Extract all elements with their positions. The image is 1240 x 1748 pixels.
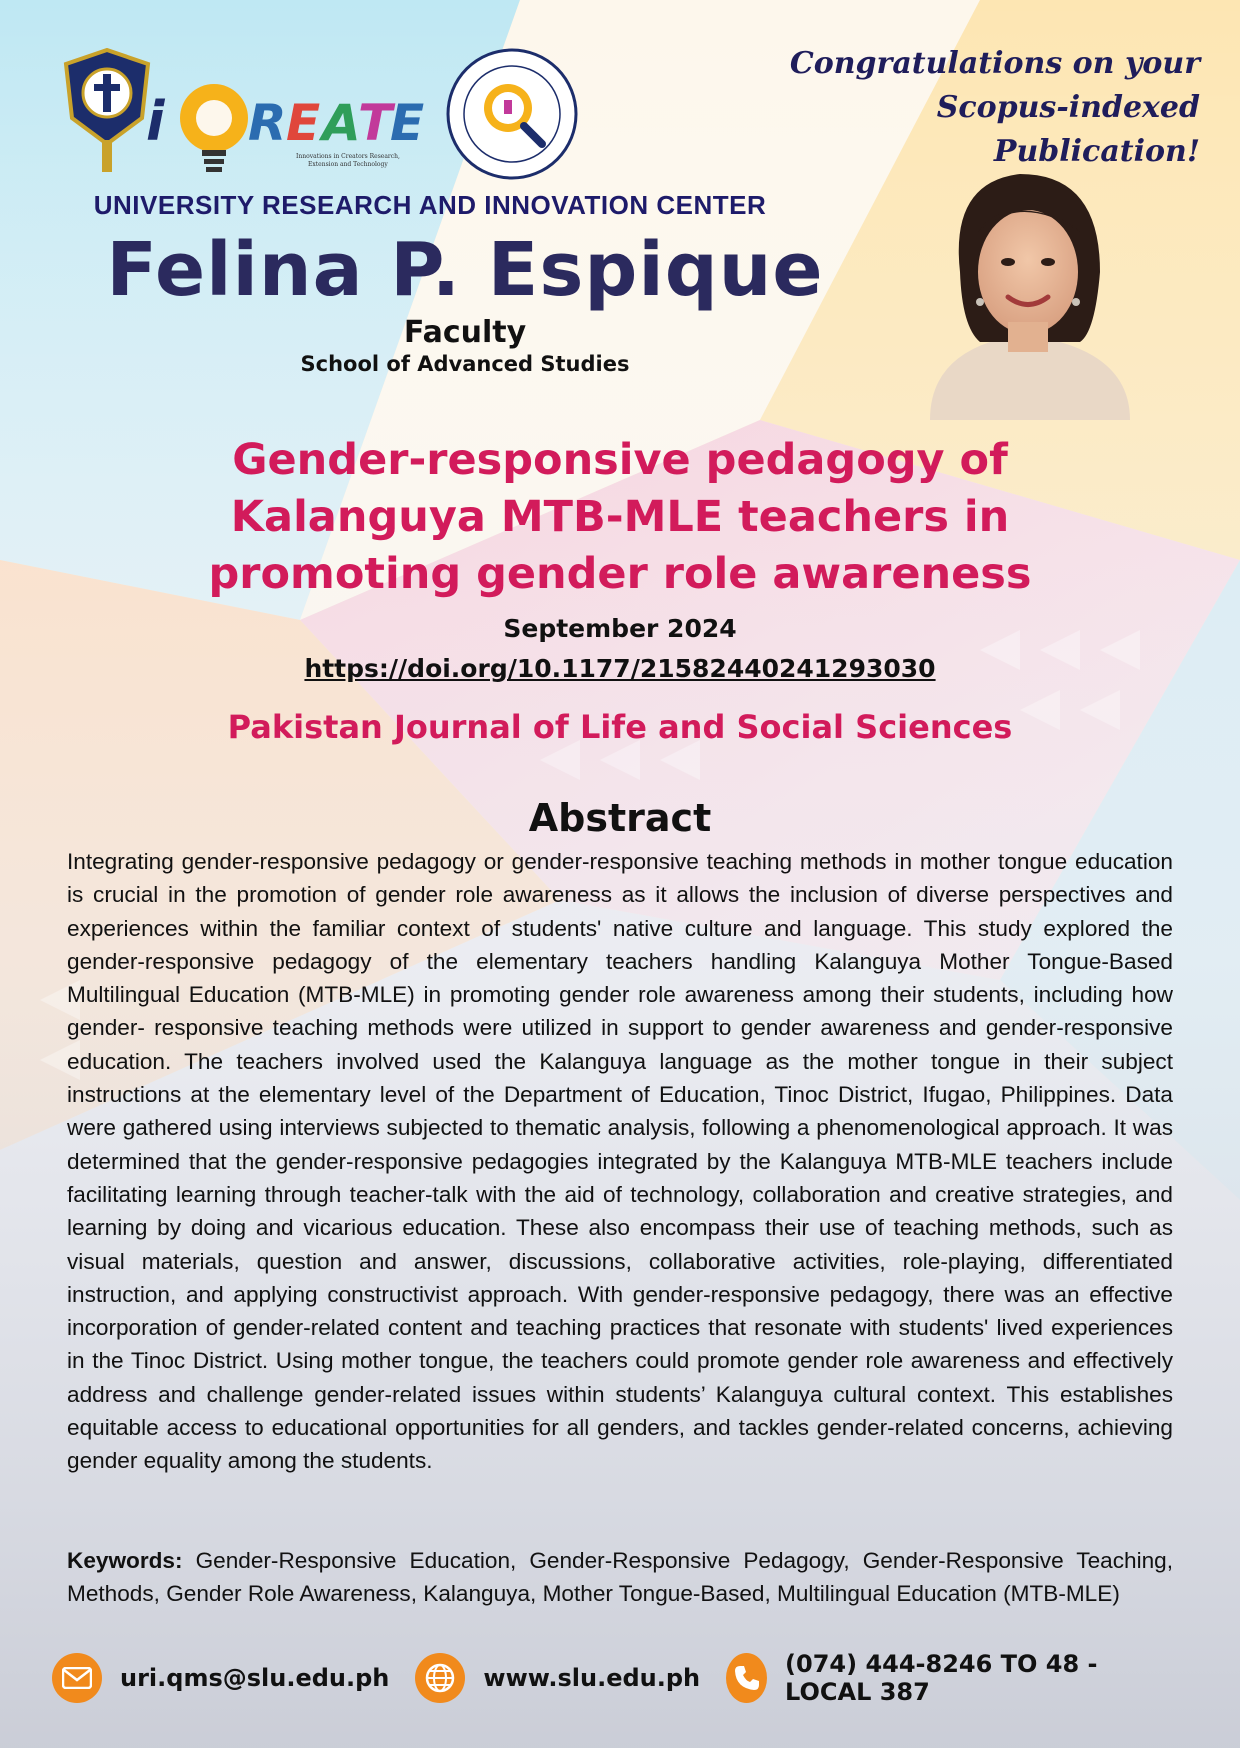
svg-text:E: E [286,94,321,152]
footer-phone[interactable] [726,1650,1166,1706]
uric-logo [444,46,580,182]
keywords-list: Gender-Responsive Education, Gender-Responsive Pedagogy, Gender-Responsive Teaching, Methods, Gender Role Awareness, Kalanguya, Mother Tongue-Based, Multilingual Education (MTB-MLE) [67,1548,1173,1607]
website-text[interactable]: www.slu.edu.ph [483,1664,701,1692]
svg-text:Extension and Technology: Extension and Technology [308,161,388,168]
svg-text:R: R [248,94,287,152]
abstract-body: Integrating gender-responsive pedagogy or gender-responsive teaching methods in mother tongue education is crucial in the promotion of gender role awareness as it allows the inclusion of diverse perspectives and experiences within the familiar context of students' native culture and language. This study explored the gender-responsive pedagogy of the elementary teachers handling Kalanguya Mother Tongue-Based Multilingual Education (MTB-MLE) in promoting gender role awareness among their students, including how gender- responsive teaching methods were utilized in support to gender awareness and gender-responsive education. The teachers involved used the Kalanguya language as the mother tongue in their subject instructions at the elementary level of the Department of Education, Tinoc District, Ifugao, Philippines. Data were gathered using interviews subjected to thematic analysis, following a phenomenological approach. It was determined that the gender-responsive pedagogies integrated by the Kalanguya MTB-MLE teachers include facilitating learning through teacher-talk with the aid of technology, collaboration and creative strategies, and learning by doing and vicarious education. These also encompass their use of teaching methods, such as visual materials, question and answer, discussions, collaborative activities, role-playing, differentiated instruction, and applying constructivist approach. With gender-responsive pedagogy, there was an effective incorporation of gender-related content and teaching practices that resonate with students' lived experiences in the Tinoc District. Using mother tongue, the teachers could promote gender role awareness and effectively address and challenge gender-related issues within students’ Kalanguya cultural context. This establishes equitable access to educational opportunities for all genders, and tackles gender-related concerns, achieving gender equality among the students. [67,849,1173,1474]
center-label: UNIVERSITY RESEARCH AND INNOVATION CENTER [93,190,767,220]
doi-link[interactable]: https://doi.org/10.1177/21582440241293030 [304,654,936,683]
author-role: Faculty [403,315,527,350]
phone-text[interactable]: (074) 444-8246 TO 48 - LOCAL 387 [785,1650,1098,1706]
congrats-line-1: Congratulations on your [789,46,1200,81]
svg-text:T: T [358,94,393,152]
abstract-heading: Abstract [528,796,712,840]
email-text[interactable]: uri.qms@slu.edu.ph [120,1664,390,1692]
congrats-line-2: Scopus-indexed Publication! [936,90,1200,169]
author-photo [890,162,1158,420]
journal-name: Pakistan Journal of Life and Social Sciences [227,708,1013,746]
phone-icon [726,1653,767,1703]
icreate-logo [140,70,430,180]
globe-icon [415,1653,465,1703]
footer-email[interactable] [52,1653,389,1703]
keywords-label: Keywords: [67,1548,183,1573]
svg-text:E: E [390,94,425,152]
author-name: Felina P. Espique [106,227,824,313]
mail-icon [52,1653,102,1703]
publication-date: September 2024 [503,614,737,643]
svg-text:Innovations in Creators Resear: Innovations in Creators Research, [296,153,400,160]
svg-text:A: A [322,94,361,152]
contact-footer [52,1650,1192,1706]
author-department: School of Advanced Studies [300,352,630,376]
footer-website[interactable] [415,1653,700,1703]
publication-title: Gender-responsive pedagogy of Kalanguya MTB-MLE teachers in promoting gender role awareness [208,435,1032,599]
congratulations-banner [760,42,1200,174]
keywords [67,1544,1173,1611]
svg-text:i: i [146,90,165,153]
